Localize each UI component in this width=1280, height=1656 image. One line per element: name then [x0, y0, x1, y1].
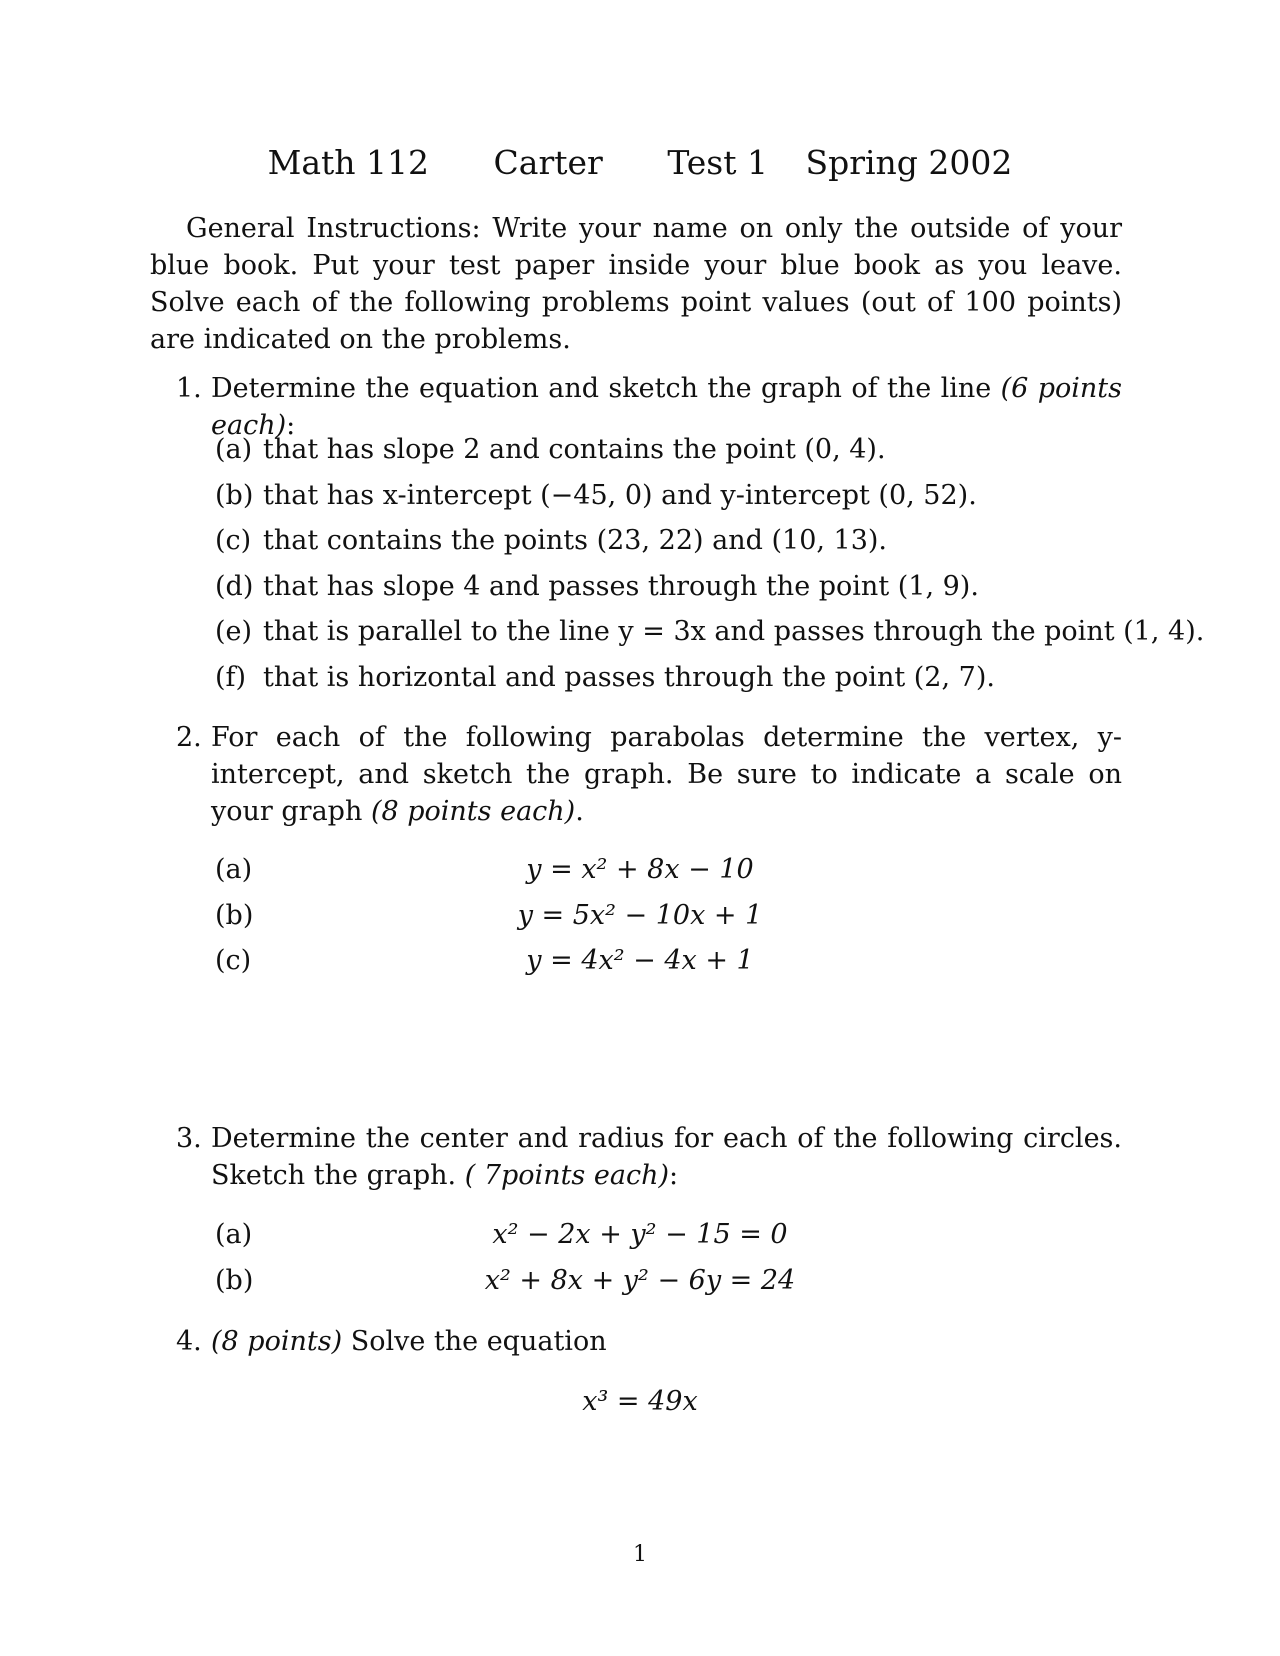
- part-label: (a): [215, 854, 253, 885]
- part-1f: [215, 659, 995, 697]
- part-1e: [215, 613, 1204, 651]
- points-note: (8 points): [211, 1326, 343, 1357]
- part-label: (f): [215, 662, 247, 693]
- part-label: (c): [215, 525, 252, 556]
- course-name: Math 112: [267, 143, 430, 182]
- parabola-equation-b: y = 5x² − 10x + 1: [517, 900, 763, 931]
- page-header: [0, 140, 1280, 186]
- punctuation: :: [669, 1160, 679, 1191]
- problem-number: 1.: [176, 373, 202, 404]
- part-label: (a): [215, 434, 253, 465]
- part-text: that is horizontal and passes through the point (2, 7).: [263, 662, 995, 693]
- punctuation: :: [286, 410, 296, 441]
- part-1b: [215, 477, 977, 515]
- problem-2: [176, 719, 1122, 830]
- problem-text: Determine the equation and sketch the graph of the line: [211, 373, 992, 404]
- part-label: (b): [215, 1265, 254, 1296]
- problem-text: Solve the equation: [350, 1326, 607, 1357]
- part-text: that has slope 2 and contains the point (0, 4).: [263, 434, 886, 465]
- part-text: that has slope 4 and passes through the point (1, 9).: [263, 571, 979, 602]
- problem-statement: [211, 719, 1122, 830]
- part-1c: [215, 522, 887, 560]
- problem-number: 3.: [176, 1123, 202, 1154]
- instructor-name: Carter: [493, 143, 603, 182]
- problem-number: 4.: [176, 1326, 202, 1357]
- part-text: that contains the points (23, 22) and (10, 13).: [263, 525, 888, 556]
- part-label: (a): [215, 1219, 253, 1250]
- part-label: (c): [215, 945, 252, 976]
- cubic-equation: x³ = 49x: [582, 1386, 698, 1417]
- points-note: (8 points each): [370, 796, 576, 827]
- part-label: (e): [215, 616, 253, 647]
- circle-equation-b: x² + 8x + y² − 6y = 24: [484, 1265, 796, 1296]
- parabola-equation-c: y = 4x² − 4x + 1: [526, 945, 754, 976]
- part-label: (b): [215, 900, 254, 931]
- circle-equation-a: x² − 2x + y² − 15 = 0: [492, 1219, 788, 1250]
- term: Spring 2002: [805, 143, 1013, 182]
- general-instructions: General Instructions: Write your name on only the outside of your blue book. Put your test paper inside your blue book as you leave. Solve each of the following problems point values (out of 100 points) are indicated on the problems.: [150, 213, 1122, 355]
- punctuation: .: [575, 796, 584, 827]
- part-label: (d): [215, 571, 254, 602]
- problem-text: Determine the center and radius for each of the following circles. Sketch the graph.: [211, 1123, 1122, 1191]
- part-1a: [215, 431, 886, 469]
- problem-3: [176, 1120, 1122, 1194]
- part-text: that is parallel to the line y = 3x and passes through the point (1, 4).: [263, 616, 1205, 647]
- parabola-equation-a: y = x² + 8x − 10: [526, 854, 754, 885]
- problem-text: For each of the following parabolas determine the vertex, y-intercept, and sketch the graph. Be sure to indicate a scale on your graph: [211, 722, 1122, 827]
- part-1d: [215, 568, 979, 606]
- part-text: that has x-intercept (−45, 0) and y-intercept (0, 52).: [263, 480, 977, 511]
- problem-number: 2.: [176, 722, 202, 753]
- points-note: (6 points each): [211, 373, 1122, 441]
- problem-statement: [211, 1120, 1122, 1194]
- problem-statement: [211, 1323, 1122, 1360]
- points-note: ( 7points each): [464, 1160, 669, 1191]
- part-label: (b): [215, 480, 254, 511]
- problem-4: [176, 1323, 1122, 1360]
- test-name: Test 1: [667, 143, 768, 182]
- page-number: 1: [633, 1542, 647, 1567]
